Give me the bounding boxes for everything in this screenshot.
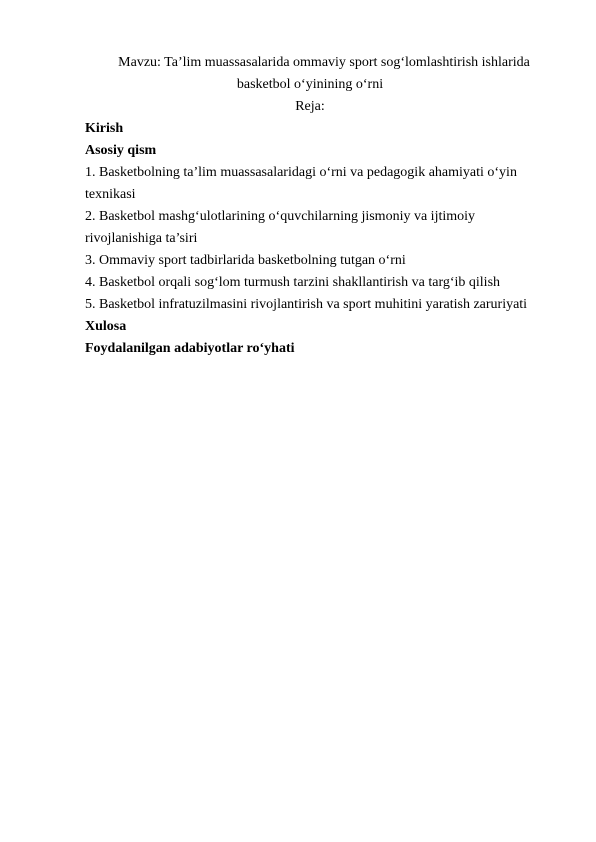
plan-item-4: 4. Basketbol orqali sog‘lom turmush tarzini shakllantirish va targ‘ib qilish — [85, 275, 501, 290]
main-part-heading: Asosiy qism — [85, 143, 157, 158]
topic-title-line-2: basketbol o‘yinining o‘rni — [236, 77, 384, 92]
document-content — [85, 52, 535, 360]
plan-item-1-line-1: 1. Basketbolning ta’lim muassasalaridagi o‘rni va pedagogik ahamiyati o‘yin — [85, 165, 517, 180]
plan-item-2-line-2: rivojlanishiga ta’siri — [85, 231, 198, 246]
plan-item-5: 5. Basketbol infratuzilmasini rivojlantirish va sport muhitini yaratish zaruriyati — [85, 297, 528, 312]
plan-heading: Reja: — [295, 99, 325, 114]
intro-heading: Kirish — [85, 121, 124, 136]
plan-item-2-line-1: 2. Basketbol mashg‘ulotlarining o‘quvchilarning jismoniy va ijtimoiy — [85, 209, 476, 224]
conclusion-heading: Xulosa — [85, 319, 127, 334]
topic-title-line-1: Mavzu: Ta’lim muassasalarida ommaviy sport sog‘lomlashtirish ishlarida — [118, 55, 530, 70]
plan-item-1-line-2: texnikasi — [85, 187, 136, 202]
plan-item-3: 3. Ommaviy sport tadbirlarida basketbolning tutgan o‘rni — [85, 253, 406, 268]
references-heading: Foydalanilgan adabiyotlar ro‘yhati — [85, 341, 295, 356]
